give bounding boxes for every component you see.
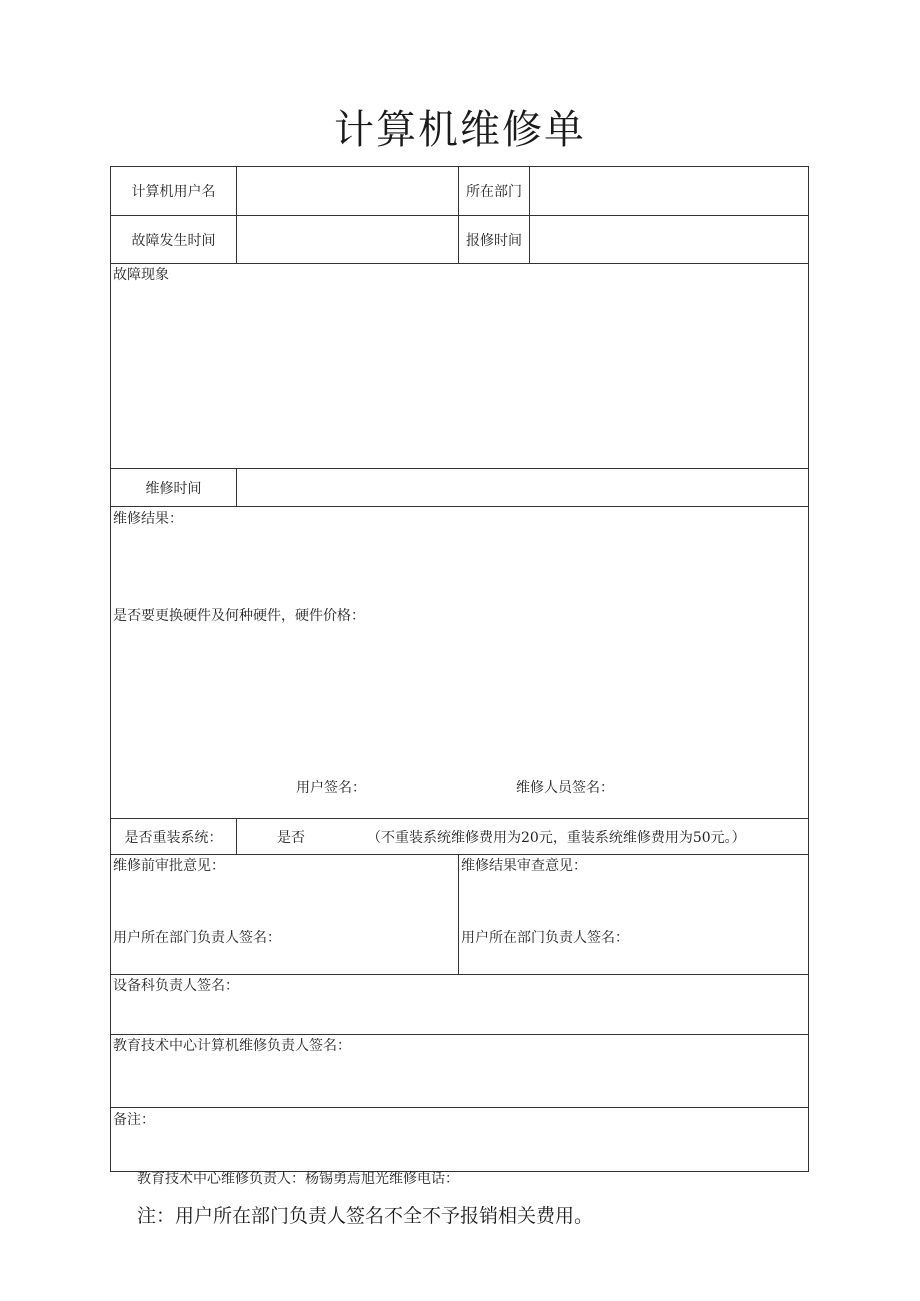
repair-time-label: 维修时间 <box>111 469 237 507</box>
reinstall-yes-no-options[interactable]: 是否 <box>277 830 305 846</box>
page-title: 计算机维修单 <box>334 107 586 153</box>
responsible-contact-line: 教育技术中心维修负责人：杨锡勇焉旭光维修电话： <box>137 1171 459 1187</box>
remarks-label: 备注： <box>113 1112 155 1128</box>
department-label: 所在部门 <box>459 167 530 216</box>
fault-symptom-label: 故障现象 <box>113 267 169 283</box>
repair-result-label: 维修结果： <box>113 511 183 527</box>
dept-head-signature-left: 用户所在部门负责人签名： <box>113 930 281 946</box>
center-head-signature-cell[interactable] <box>111 1035 809 1108</box>
equipment-head-signature-cell[interactable] <box>111 975 809 1035</box>
center-head-signature-label: 教育技术中心计算机维修负责人签名： <box>113 1038 351 1054</box>
pre-repair-approval-label: 维修前审批意见： <box>113 858 225 874</box>
dept-head-signature-right: 用户所在部门负责人签名： <box>461 930 629 946</box>
fault-symptom-cell[interactable] <box>111 264 809 469</box>
equipment-head-signature-label: 设备科负责人签名： <box>113 978 239 994</box>
hardware-question-label: 是否要更换硬件及何种硬件，硬件价格： <box>113 608 365 624</box>
pre-repair-approval-cell[interactable] <box>111 855 459 975</box>
reinstall-label: 是否重装系统： <box>111 819 237 855</box>
reinstall-options-cell[interactable] <box>237 819 809 855</box>
department-field[interactable] <box>530 167 809 216</box>
fault-time-field[interactable] <box>237 216 459 264</box>
report-time-label: 报修时间 <box>459 216 530 264</box>
user-name-field[interactable] <box>237 167 459 216</box>
user-signature-label: 用户签名： <box>296 780 366 796</box>
repair-result-cell[interactable] <box>111 507 809 819</box>
repair-form-table <box>110 166 809 1172</box>
repair-time-field[interactable] <box>237 469 809 507</box>
reinstall-fee-note: （不重装系统维修费用为20元，重装系统维修费用为50元。） <box>367 830 746 846</box>
remarks-cell[interactable] <box>111 1108 809 1172</box>
result-review-label: 维修结果审查意见： <box>461 858 587 874</box>
report-time-field[interactable] <box>530 216 809 264</box>
fault-time-label: 故障发生时间 <box>111 216 237 264</box>
technician-signature-label: 维修人员签名： <box>516 780 614 796</box>
user-name-label: 计算机用户名 <box>111 167 237 216</box>
signature-note: 注：用户所在部门负责人签名不全不予报销相关费用。 <box>137 1205 594 1227</box>
result-review-cell[interactable] <box>459 855 809 975</box>
